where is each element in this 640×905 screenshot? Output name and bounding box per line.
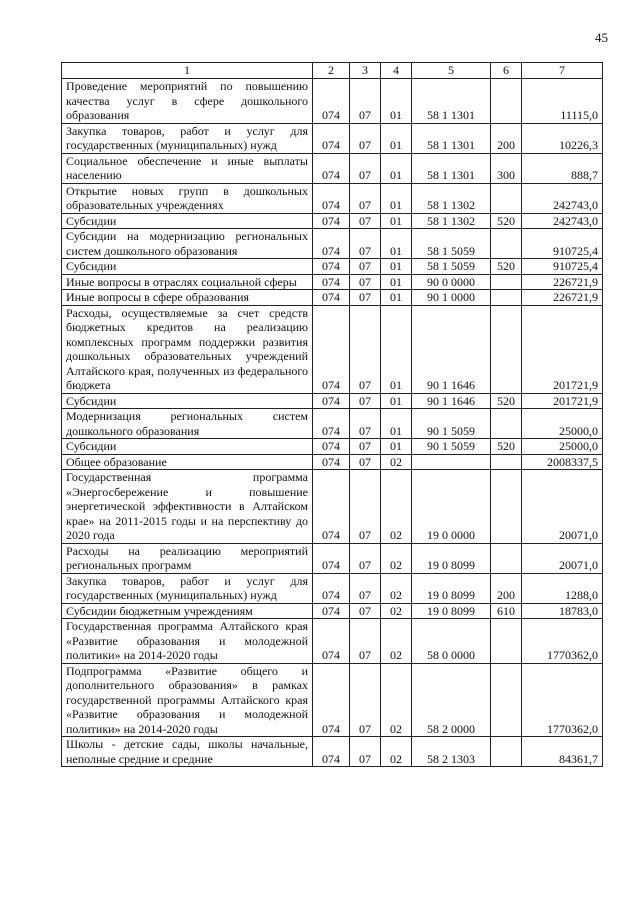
target-article-cell: 58 2 1303	[412, 737, 491, 767]
expense-type-cell: 520	[491, 259, 522, 275]
column-header: 5	[412, 63, 491, 79]
admin-code-cell: 074	[313, 737, 350, 767]
subsection-cell: 01	[381, 229, 412, 259]
section-cell: 07	[350, 229, 381, 259]
table-row	[62, 573, 603, 603]
target-article-cell: 58 1 1301	[412, 79, 491, 124]
expense-type-cell: 610	[491, 603, 522, 619]
section-cell: 07	[350, 259, 381, 275]
amount-cell: 2008337,5	[522, 454, 603, 470]
subsection-cell: 01	[381, 259, 412, 275]
subsection-cell: 01	[381, 393, 412, 409]
row-name-cell: Расходы, осуществляемые за счет средств бюджетных кредитов на реализацию комплексных программ поддержки развития дошкольных образовательных учреждений Алтайского края, полученных из федерального бюджета	[62, 305, 313, 393]
table-row	[62, 603, 603, 619]
subsection-cell: 01	[381, 274, 412, 290]
expense-type-cell	[491, 409, 522, 439]
admin-code-cell: 074	[313, 543, 350, 573]
expense-type-cell	[491, 663, 522, 737]
target-article-cell: 90 0 0000	[412, 274, 491, 290]
column-header: 7	[522, 63, 603, 79]
target-article-cell: 19 0 0000	[412, 470, 491, 544]
table-row	[62, 454, 603, 470]
row-name-cell: Социальное обеспечение и иные выплаты населению	[62, 153, 313, 183]
expense-type-cell	[491, 619, 522, 664]
table-row	[62, 663, 603, 737]
amount-cell: 20071,0	[522, 543, 603, 573]
table-header-row	[62, 63, 603, 79]
column-header: 1	[62, 63, 313, 79]
table-row	[62, 229, 603, 259]
admin-code-cell: 074	[313, 259, 350, 275]
row-name-cell: Подпрограмма «Развитие общего и дополнительного образования» в рамках государственной программы Алтайского края «Развитие образования и молодежной политики» на 2014-2020 годы	[62, 663, 313, 737]
table-row	[62, 305, 603, 393]
section-cell: 07	[350, 409, 381, 439]
expense-type-cell: 300	[491, 153, 522, 183]
subsection-cell: 01	[381, 290, 412, 306]
target-article-cell: 90 1 1646	[412, 305, 491, 393]
amount-cell: 242743,0	[522, 213, 603, 229]
target-article-cell: 58 1 1301	[412, 153, 491, 183]
budget-table	[61, 62, 603, 767]
admin-code-cell: 074	[313, 213, 350, 229]
row-name-cell: Закупка товаров, работ и услуг для государственных (муниципальных) нужд	[62, 573, 313, 603]
amount-cell: 1288,0	[522, 573, 603, 603]
row-name-cell: Школы - детские сады, школы начальные, неполные средние и средние	[62, 737, 313, 767]
subsection-cell: 02	[381, 603, 412, 619]
subsection-cell: 02	[381, 454, 412, 470]
column-header: 4	[381, 63, 412, 79]
admin-code-cell: 074	[313, 123, 350, 153]
target-article-cell: 90 1 5059	[412, 439, 491, 455]
expense-type-cell	[491, 229, 522, 259]
target-article-cell: 90 1 0000	[412, 290, 491, 306]
target-article-cell: 58 1 5059	[412, 259, 491, 275]
row-name-cell: Субсидии	[62, 259, 313, 275]
section-cell: 07	[350, 619, 381, 664]
expense-type-cell: 200	[491, 123, 522, 153]
amount-cell: 910725,4	[522, 229, 603, 259]
table-row	[62, 274, 603, 290]
subsection-cell: 01	[381, 183, 412, 213]
page-number: 45	[595, 30, 608, 45]
subsection-cell: 02	[381, 573, 412, 603]
section-cell: 07	[350, 737, 381, 767]
amount-cell: 1770362,0	[522, 663, 603, 737]
table-row	[62, 183, 603, 213]
row-name-cell: Открытие новых групп в дошкольных образовательных учреждениях	[62, 183, 313, 213]
target-article-cell: 58 0 0000	[412, 619, 491, 664]
subsection-cell: 01	[381, 123, 412, 153]
row-name-cell: Модернизация региональных систем дошкольного образования	[62, 409, 313, 439]
row-name-cell: Иные вопросы в сфере образования	[62, 290, 313, 306]
admin-code-cell: 074	[313, 79, 350, 124]
amount-cell: 201721,9	[522, 305, 603, 393]
expense-type-cell: 520	[491, 213, 522, 229]
target-article-cell: 90 1 1646	[412, 393, 491, 409]
table-row	[62, 409, 603, 439]
amount-cell: 910725,4	[522, 259, 603, 275]
row-name-cell: Государственная программа Алтайского края «Развитие образования и молодежной политики» на 2014-2020 годы	[62, 619, 313, 664]
target-article-cell: 19 0 8099	[412, 543, 491, 573]
row-name-cell: Государственная программа «Энергосбережение и повышение энергетической эффективности в Алтайском крае» на 2011-2015 годы и на перспективу до 2020 года	[62, 470, 313, 544]
section-cell: 07	[350, 454, 381, 470]
section-cell: 07	[350, 470, 381, 544]
section-cell: 07	[350, 123, 381, 153]
section-cell: 07	[350, 573, 381, 603]
table-row	[62, 470, 603, 544]
amount-cell: 10226,3	[522, 123, 603, 153]
admin-code-cell: 074	[313, 409, 350, 439]
amount-cell: 18783,0	[522, 603, 603, 619]
target-article-cell: 58 2 0000	[412, 663, 491, 737]
expense-type-cell	[491, 305, 522, 393]
row-name-cell: Субсидии на модернизацию региональных систем дошкольного образования	[62, 229, 313, 259]
section-cell: 07	[350, 543, 381, 573]
section-cell: 07	[350, 274, 381, 290]
table-row	[62, 543, 603, 573]
expense-type-cell	[491, 274, 522, 290]
target-article-cell: 19 0 8099	[412, 603, 491, 619]
subsection-cell: 02	[381, 470, 412, 544]
admin-code-cell: 074	[313, 274, 350, 290]
expense-type-cell: 520	[491, 439, 522, 455]
amount-cell: 25000,0	[522, 439, 603, 455]
row-name-cell: Закупка товаров, работ и услуг для государственных (муниципальных) нужд	[62, 123, 313, 153]
column-header: 2	[313, 63, 350, 79]
column-header: 6	[491, 63, 522, 79]
section-cell: 07	[350, 305, 381, 393]
admin-code-cell: 074	[313, 290, 350, 306]
amount-cell: 20071,0	[522, 470, 603, 544]
subsection-cell: 01	[381, 213, 412, 229]
target-article-cell: 58 1 1302	[412, 213, 491, 229]
table-row	[62, 737, 603, 767]
amount-cell: 11115,0	[522, 79, 603, 124]
amount-cell: 242743,0	[522, 183, 603, 213]
expense-type-cell	[491, 454, 522, 470]
amount-cell: 226721,9	[522, 290, 603, 306]
section-cell: 07	[350, 603, 381, 619]
section-cell: 07	[350, 183, 381, 213]
table-row	[62, 259, 603, 275]
row-name-cell: Субсидии	[62, 439, 313, 455]
subsection-cell: 02	[381, 619, 412, 664]
expense-type-cell	[491, 290, 522, 306]
expense-type-cell	[491, 737, 522, 767]
admin-code-cell: 074	[313, 663, 350, 737]
admin-code-cell: 074	[313, 153, 350, 183]
expense-type-cell	[491, 79, 522, 124]
subsection-cell: 01	[381, 439, 412, 455]
target-article-cell: 90 1 5059	[412, 409, 491, 439]
row-name-cell: Расходы на реализацию мероприятий региональных программ	[62, 543, 313, 573]
section-cell: 07	[350, 439, 381, 455]
amount-cell: 201721,9	[522, 393, 603, 409]
row-name-cell: Общее образование	[62, 454, 313, 470]
row-name-cell: Проведение мероприятий по повышению качества услуг в сфере дошкольного образования	[62, 79, 313, 124]
admin-code-cell: 074	[313, 183, 350, 213]
row-name-cell: Субсидии	[62, 393, 313, 409]
admin-code-cell: 074	[313, 470, 350, 544]
subsection-cell: 02	[381, 543, 412, 573]
expense-type-cell	[491, 470, 522, 544]
table-body	[62, 79, 603, 767]
table-row	[62, 439, 603, 455]
row-name-cell: Субсидии	[62, 213, 313, 229]
amount-cell: 25000,0	[522, 409, 603, 439]
admin-code-cell: 074	[313, 603, 350, 619]
subsection-cell: 02	[381, 737, 412, 767]
table-row	[62, 213, 603, 229]
target-article-cell: 58 1 5059	[412, 229, 491, 259]
expense-type-cell	[491, 183, 522, 213]
expense-type-cell: 200	[491, 573, 522, 603]
expense-type-cell	[491, 543, 522, 573]
subsection-cell: 01	[381, 409, 412, 439]
table-row	[62, 79, 603, 124]
section-cell: 07	[350, 290, 381, 306]
expense-type-cell: 520	[491, 393, 522, 409]
table-row	[62, 153, 603, 183]
admin-code-cell: 074	[313, 619, 350, 664]
target-article-cell: 58 1 1302	[412, 183, 491, 213]
subsection-cell: 01	[381, 305, 412, 393]
target-article-cell: 58 1 1301	[412, 123, 491, 153]
amount-cell: 226721,9	[522, 274, 603, 290]
admin-code-cell: 074	[313, 305, 350, 393]
amount-cell: 84361,7	[522, 737, 603, 767]
target-article-cell	[412, 454, 491, 470]
admin-code-cell: 074	[313, 439, 350, 455]
subsection-cell: 01	[381, 153, 412, 183]
row-name-cell: Субсидии бюджетным учреждениям	[62, 603, 313, 619]
amount-cell: 888,7	[522, 153, 603, 183]
section-cell: 07	[350, 393, 381, 409]
column-header: 3	[350, 63, 381, 79]
admin-code-cell: 074	[313, 393, 350, 409]
admin-code-cell: 074	[313, 454, 350, 470]
amount-cell: 1770362,0	[522, 619, 603, 664]
target-article-cell: 19 0 8099	[412, 573, 491, 603]
table-row	[62, 290, 603, 306]
section-cell: 07	[350, 153, 381, 183]
subsection-cell: 02	[381, 663, 412, 737]
table-row	[62, 393, 603, 409]
section-cell: 07	[350, 213, 381, 229]
admin-code-cell: 074	[313, 573, 350, 603]
table-row	[62, 123, 603, 153]
section-cell: 07	[350, 79, 381, 124]
admin-code-cell: 074	[313, 229, 350, 259]
section-cell: 07	[350, 663, 381, 737]
table-row	[62, 619, 603, 664]
subsection-cell: 01	[381, 79, 412, 124]
row-name-cell: Иные вопросы в отраслях социальной сферы	[62, 274, 313, 290]
